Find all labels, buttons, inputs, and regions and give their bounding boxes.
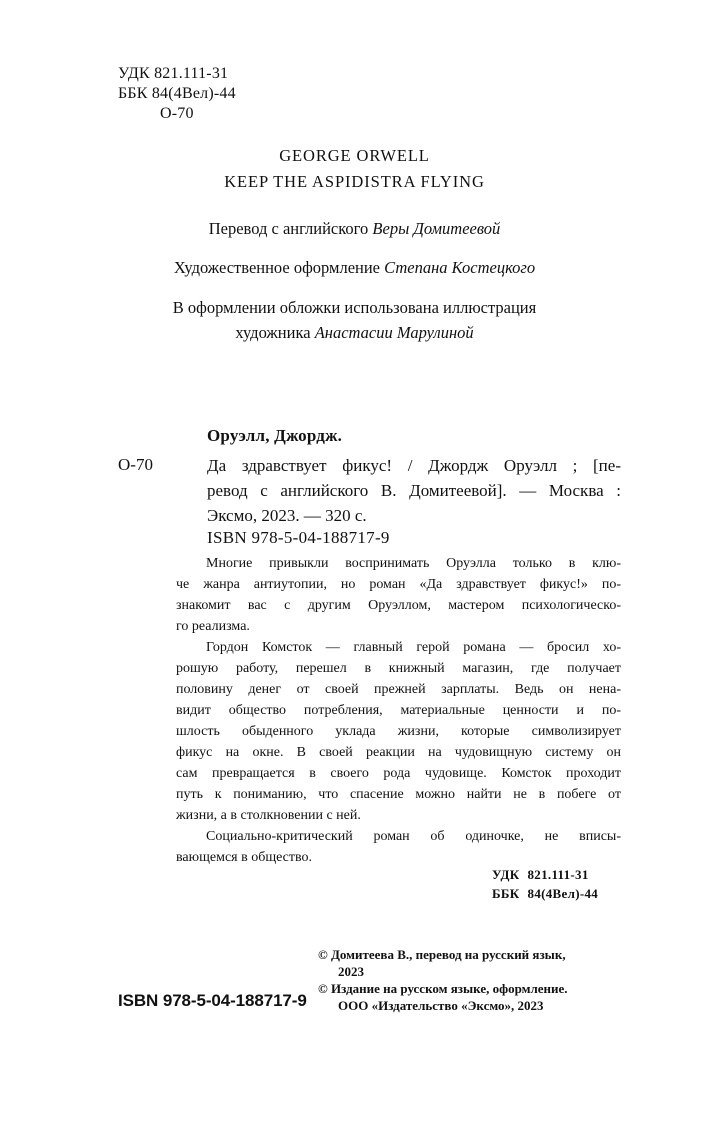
designer-name: Степана Костецкого — [384, 258, 536, 277]
annotation-line: видит общество потребления, материальные ценности и по- — [176, 703, 621, 718]
record-isbn: ISBN 978-5-04-188717-9 — [207, 528, 390, 547]
bbk-label: ББК — [492, 886, 520, 901]
annotation-line: сам превращается в своего рода чудовище. Комсток проходит — [176, 766, 621, 781]
cover-credit-line1: В оформлении обложки использована иллюстрация — [172, 298, 537, 317]
record-heading: Оруэлл, Джордж. — [207, 426, 343, 445]
copyright-block — [318, 946, 638, 1016]
cover-label: художника — [235, 323, 311, 342]
bbk-code: ББК 84(4Вел)-44 — [118, 85, 236, 102]
isbn-footer: ISBN 978-5-04-188717-9 — [118, 991, 307, 1010]
udk-code: УДК 821.111-31 — [118, 65, 229, 82]
annotation-line: шлость обыденного уклада жизни, которые символизирует — [176, 724, 621, 739]
original-title: KEEP THE ASPIDISTRA FLYING — [224, 172, 485, 191]
annotation-line: жизни, а в столкновении с ней. — [176, 808, 361, 823]
annotation-line: путь к пониманию, что спасение можно найти не в побеге от — [176, 787, 621, 802]
annotation-line: рошую работу, перешел в книжный магазин, где получает — [176, 661, 621, 676]
author-mark: О-70 — [160, 105, 194, 122]
bbk-code-right — [492, 884, 598, 903]
design-credit — [0, 255, 709, 280]
annotation-line: фикус на окне. В своей реакции на чудовищную систему он — [176, 745, 621, 760]
bbk-value: 84(4Вел)-44 — [527, 886, 599, 901]
record-line: ревод с английского В. Домитеевой]. — Москва : — [207, 481, 621, 500]
record-line: Эксмо, 2023. — 320 с. — [207, 506, 367, 525]
udk-value: 821.111-31 — [527, 867, 589, 882]
annotation-line: Социально-критический роман об одиночке, не вписы- — [206, 829, 621, 844]
record-line: Да здравствует фикус! / Джордж Оруэлл ; [пе- — [207, 456, 621, 475]
translator-name: Веры Домитеевой — [372, 219, 501, 238]
copyright-edition: © Издание на русском языке, оформление. — [318, 981, 568, 996]
udk-code-right — [492, 865, 589, 884]
udk-label: УДК — [492, 867, 520, 882]
record-code: О-70 — [118, 455, 153, 474]
translation-label: Перевод с английского — [208, 219, 369, 238]
annotation-line: че жанра антиутопии, но роман «Да здравствует фикус!» по- — [176, 577, 621, 592]
cover-credit-line2 — [0, 320, 709, 345]
cover-artist-name: Анастасии Марулиной — [314, 323, 474, 342]
annotation-line: половину денег от своей прежней зарплаты. Ведь он нена- — [176, 682, 621, 697]
translation-credit — [0, 216, 709, 241]
annotation-line: Гордон Комсток — главный герой романа — бросил хо- — [206, 640, 621, 655]
copyright-translation: © Домитеева В., перевод на русский язык, — [318, 947, 566, 962]
annotation-line: знакомит вас с другим Оруэллом, мастером психологическо- — [176, 598, 621, 613]
design-label: Художественное оформление — [173, 258, 381, 277]
copyright-translation-year: 2023 — [338, 964, 364, 979]
original-author: GEORGE ORWELL — [279, 146, 430, 165]
annotation-line: вающемся в общество. — [176, 850, 313, 865]
copyright-publisher: ООО «Издательство «Эксмо», 2023 — [338, 998, 544, 1013]
annotation-line: го реализма. — [176, 619, 250, 634]
annotation-line: Многие привыкли воспринимать Оруэлла только в клю- — [206, 556, 621, 571]
